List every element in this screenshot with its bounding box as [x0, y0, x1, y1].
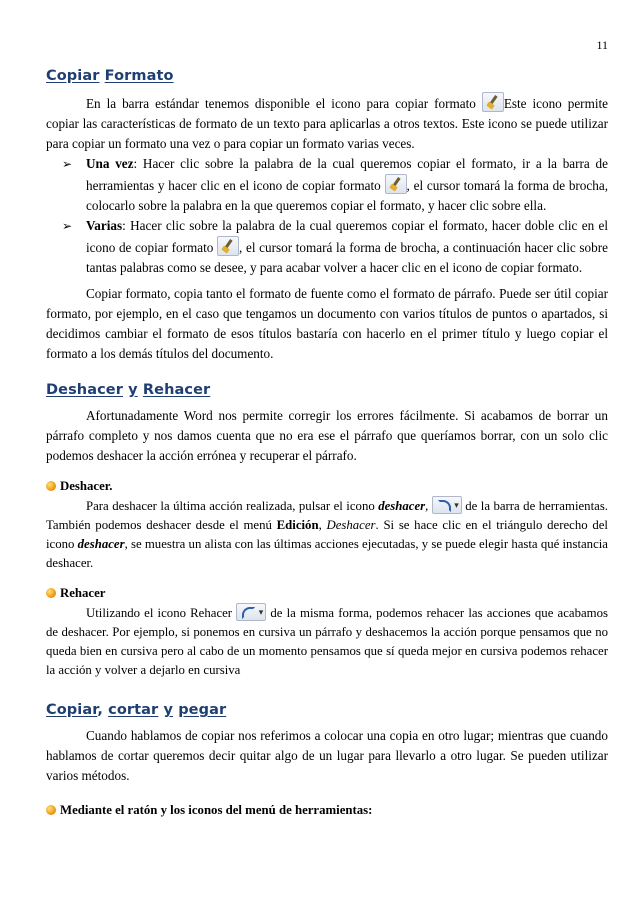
emphasis: deshacer: [378, 499, 426, 513]
subheading-raton-iconos: [46, 800, 608, 820]
copy-format-brush-icon: [482, 92, 504, 112]
bullet-dot-icon: [46, 588, 56, 598]
heading-word: Copiar: [46, 702, 98, 718]
heading-word: Deshacer: [46, 382, 123, 398]
heading-word: Copiar: [46, 68, 100, 84]
text: Para deshacer la última acción realizada, pulsar el icono: [86, 499, 379, 513]
text: En la barra estándar tenemos disponible el icono para copiar formato: [86, 96, 482, 111]
heading-deshacer-rehacer: [46, 380, 608, 400]
subheading-rehacer: [46, 583, 608, 603]
redo-icon: [236, 603, 266, 621]
page-number: 11: [596, 38, 608, 52]
heading-word: cortar: [108, 702, 159, 718]
subheading-text: Deshacer.: [60, 479, 113, 493]
paragraph: Cuando hablamos de copiar nos referimos a colocar una copia en otro lugar; mientras que cuando hablamos de cortar queremos decir quitar algo de un lugar para llevarlo a otro lugar. Se pueden utilizar varios métodos.: [46, 728, 608, 783]
heading-copiar-formato: [46, 66, 608, 86]
paragraph: Afortunadamente Word nos permite corregir los errores fácilmente. Si acabamos de borrar un párrafo completo y nos damos cuenta que no era ese el párrafo que queríamos borrar, con un solo clic podemos deshacer la acción errónea y recuperar el párrafo.: [46, 408, 608, 463]
text: ,: [318, 518, 327, 532]
subheading-text: Rehacer: [60, 586, 106, 600]
text: : Hacer clic sobre la palabra de la cual queremos copiar el formato, ir a la barra de herramientas y hacer clic en el icono de copiar formato: [86, 156, 608, 193]
bullet-dot-icon: [46, 805, 56, 815]
text: Utilizando el icono Rehacer: [86, 606, 237, 620]
text: , el cursor tomará la forma de brocha, a continuación hacer clic sobre tantas palabras como se desee, y para acabar volver a hacer clic en el icono de copiar formato.: [86, 240, 608, 275]
text: de la misma forma, podemos rehacer las acciones que acabamos de deshacer. Por ejemplo, si ponemos en cursiva un párrafo y deshacemos la acción porque pensamos que no queda bien en cursiva pero al cabo de un momento pensamos que sí queda mejor en cursiva podemos rehacer la acción y volver a dejarlo en cursiva: [46, 606, 608, 677]
menu-name: Edición: [276, 518, 319, 532]
text: Este icono permite copiar las características de formato de un texto para aplicarlas a otros textos. Este icono se puede utilizar para copiar un formato una vez o para copiar un formato varias veces.: [46, 96, 609, 151]
text: de la barra de herramientas. También podemos deshacer desde el menú: [46, 499, 608, 532]
heading-copiar-cortar-pegar: [46, 700, 608, 720]
paragraph: [46, 603, 608, 680]
bullet-list: [46, 154, 608, 278]
menu-item-name: Deshacer: [326, 518, 376, 532]
heading-word: Formato: [104, 68, 174, 84]
heading-word: y: [163, 702, 174, 718]
bullet-label: Varias: [86, 218, 123, 233]
copy-format-brush-icon: [217, 236, 239, 256]
text: , el cursor tomará la forma de brocha, colocarlo sobre la palabra en la que queremos copiar el formato, y hacer clic sobre ella.: [86, 178, 609, 213]
paragraph: [46, 496, 608, 573]
list-item: [46, 216, 608, 278]
subheading-text: Mediante el ratón y los iconos del menú de herramientas:: [60, 803, 373, 817]
heading-punct: ,: [97, 702, 103, 718]
heading-word: pegar: [178, 702, 227, 718]
undo-icon: [432, 496, 462, 514]
text: . Si se hace clic en el triángulo derecho del icono: [46, 518, 608, 551]
page-content: [46, 66, 608, 820]
paragraph: [46, 92, 608, 154]
copy-format-brush-icon: [385, 174, 407, 194]
arrow-bullet-icon: ➢: [62, 219, 73, 233]
heading-word: y: [128, 382, 138, 398]
text: : Hacer clic sobre la palabra de la cual queremos copiar el formato, hacer doble clic en el icono de copiar formato: [86, 218, 608, 255]
subheading-deshacer: [46, 476, 608, 496]
bullet-dot-icon: [46, 481, 56, 491]
bullet-label: Una vez: [86, 156, 134, 171]
heading-word: Rehacer: [142, 382, 211, 398]
emphasis: deshacer: [77, 537, 125, 551]
list-item: [46, 154, 608, 216]
arrow-bullet-icon: ➢: [62, 157, 73, 171]
paragraph: Copiar formato, copia tanto el formato de fuente como el formato de párrafo. Puede ser útil copiar formato, por ejemplo, en el caso que tengamos un documento con varios títulos de puntos o apartados, si decidimos cambiar el formato de esos títulos bastaría con hacerlo en el primer título y luego copiar el formato a los demás títulos del documento.: [46, 286, 608, 361]
text: , se muestra un alista con las últimas acciones ejecutadas, y se puede elegir hasta qué instancia deshacer.: [46, 537, 608, 570]
